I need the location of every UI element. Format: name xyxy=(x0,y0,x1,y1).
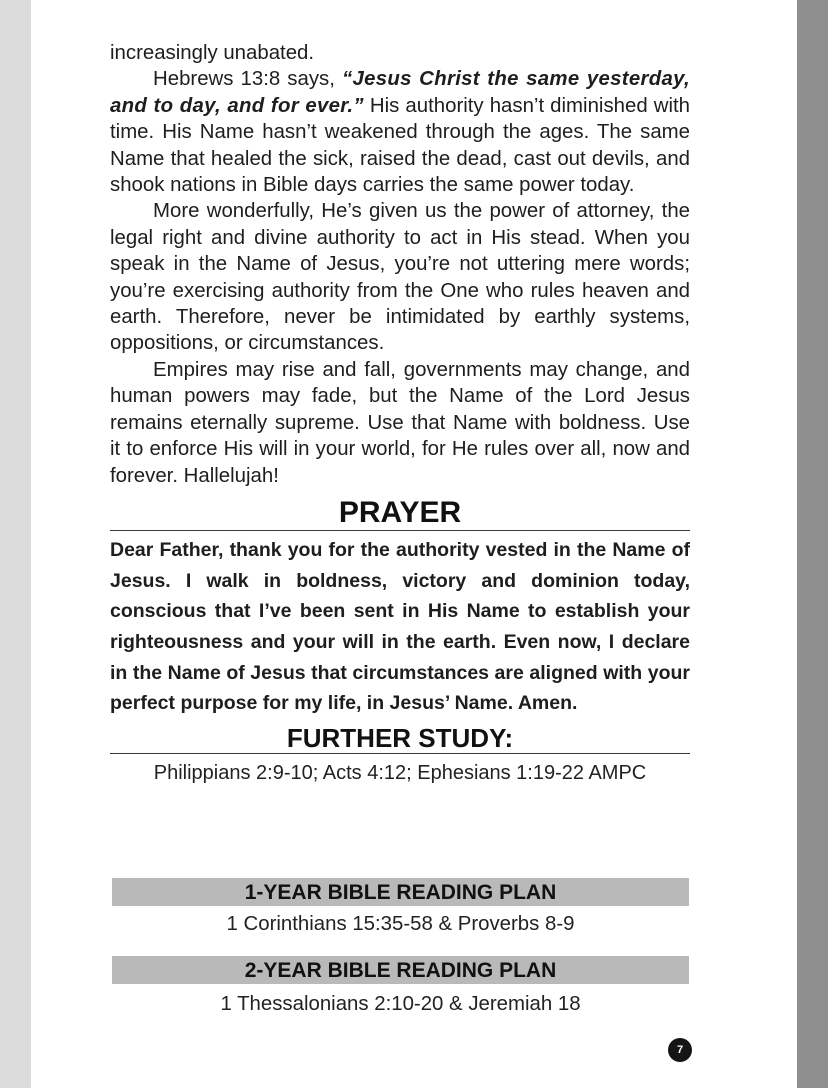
paragraph-empires xyxy=(110,357,690,489)
scripture-quote: “Jesus Christ the same yesterday, and to day, and for ever.” xyxy=(110,68,690,117)
book-page xyxy=(31,0,797,1088)
paragraph-text: increasingly unabated. xyxy=(110,42,315,64)
paragraph-hebrews xyxy=(110,66,690,198)
prayer-heading: PRAYER xyxy=(110,496,690,531)
paragraph-power-of-attorney xyxy=(110,198,690,356)
two-year-plan-heading: 2-YEAR BIBLE READING PLAN xyxy=(112,956,689,984)
further-study-references: Philippians 2:9-10; Acts 4:12; Ephesians 1:19-22 AMPC xyxy=(153,762,647,785)
paragraph-continuation xyxy=(110,40,690,66)
paragraph-text: More wonderfully, He’s given us the power of attorney, the legal right and divine authority to act in His stead. When you speak in the Name of Jesus, you’re not uttering mere words; you’re exercising authority from the One who rules heaven and earth. Therefore, never be intimidated by earthly systems, oppositions, or circumstances. xyxy=(110,200,690,355)
further-study-heading: FURTHER STUDY: xyxy=(110,723,690,754)
two-year-plan-reading: 1 Thessalonians 2:10-20 & Jeremiah 18 xyxy=(220,993,581,1015)
paragraph-text: Empires may rise and fall, governments may change, and human powers may fade, but the Name of the Lord Jesus remains eternally supreme. Use that Name with boldness. Use it to enforce His will in your world, for He rules over all, now and forever. Hallelujah! xyxy=(110,358,690,487)
page-content xyxy=(110,40,690,788)
paragraph-text: His authority hasn’t diminished with time. His Name hasn’t weakened through the ages. The same Name that healed the sick, raised the dead, cast out devils, and shook nations in Bible days carries the same power today. xyxy=(110,94,690,197)
prayer-text: Dear Father, thank you for the authority vested in the Name of Jesus. I walk in boldness, victory and dominion today, conscious that I’ve been sent in His Name to establish your righteousness and your will in the earth. Even now, I declare in the Name of Jesus that circumstances are aligned with your perfect purpose for my life, in Jesus’ Name. Amen. xyxy=(110,538,690,715)
one-year-plan-reading: 1 Corinthians 15:35-58 & Proverbs 8-9 xyxy=(226,913,575,935)
paragraph-text: Hebrews 13:8 says, xyxy=(153,68,342,91)
left-page-edge xyxy=(0,0,31,1088)
one-year-plan-heading: 1-YEAR BIBLE READING PLAN xyxy=(112,878,689,906)
page-number-badge: 7 xyxy=(668,1038,692,1062)
right-page-edge xyxy=(797,0,828,1088)
